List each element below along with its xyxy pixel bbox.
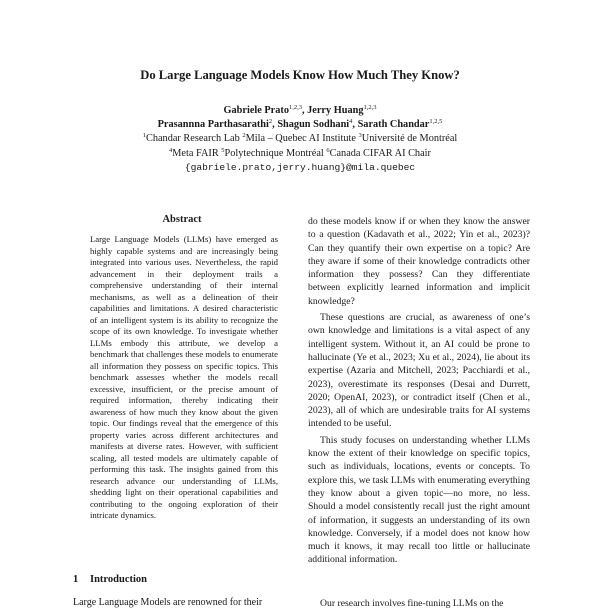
affiliation-superscript: 5	[221, 146, 225, 154]
body-paragraph-continuation: Our research involves fine-tuning LLMs on the	[320, 598, 504, 609]
affiliation: Mila – Quebec AI Institute	[245, 133, 359, 145]
section-number: 1	[73, 574, 79, 585]
affiliation-superscript: 3	[358, 132, 362, 140]
affiliation-line-1	[0, 132, 600, 146]
intro-first-line: Large Language Models are renowned for their	[73, 597, 263, 608]
author-superscript: 1,2,3	[363, 104, 377, 111]
section-title: Introduction	[90, 574, 147, 585]
affiliation-superscript: 4	[169, 146, 173, 154]
author-email[interactable]: {gabriele.prato,jerry.huang}@mila.quebec	[184, 161, 416, 173]
affiliation: Canada CIFAR AI Chair	[329, 147, 431, 159]
author-superscript: 1,2,5	[429, 118, 443, 126]
author-separator: ,	[352, 119, 358, 131]
author-superscript: 2	[268, 118, 273, 126]
author-separator: ,	[301, 105, 308, 116]
abstract-text: Large Language Models (LLMs) have emerged as highly capable systems and are increasingly being integrated into various uses. Nevertheless, the rapid advancement in their deployment trails a comprehensive understanding of their internal mechanisms, as well as a delineation of their capabilities and limitations. A desired characteristic of an intelligent system is its ability to recognize the scope of its own knowledge. To investigate whether LLMs embody this attribute, we develop a benchmark that challenges these models to enumerate all information they possess on specific topics. This benchmark assesses whether the models recall excessive, insufficient, or the precise amount of required information, thereby indicating their awareness of how much they know about the given topic. Our findings reveal that the emergence of this property varies across different architectures and manifests at diverse rates. However, with sufficient scaling, all tested models are ultimately capable of performing this task. The insights gained from this research advance our understanding of LLMs, shedding light on their operational capabilities and contributing to the ongoing exploration of their intricate dynamics.	[90, 234, 278, 520]
author-name: Prasannna Parthasarathi	[157, 119, 269, 131]
abstract-heading: Abstract	[162, 214, 202, 225]
affiliation: Chandar Research Lab	[145, 133, 243, 145]
author-separator: ,	[272, 119, 278, 131]
author-line-1	[0, 104, 600, 118]
affiliation-line-2	[0, 147, 600, 161]
affiliation: Polytechnique Montréal	[224, 147, 327, 159]
author-line-2	[0, 118, 600, 132]
body-paragraph: do these models know if or when they know the answer to a question (Kadavath et al., 2022; Yin et al., 2023)? Can they quantify their own expertise on a topic? Are they aware if some of their knowledge contradicts other information they possess? Can they differentiate between explicitly learned information and implicit knowledge?	[308, 216, 530, 307]
paper-title: Do Large Language Models Know How Much They Know?	[140, 68, 460, 82]
section-heading	[73, 574, 147, 585]
affiliation: Meta FAIR	[172, 147, 222, 159]
affiliation-superscript: 2	[242, 132, 246, 140]
author-block	[0, 104, 600, 175]
author-superscript: 1,2,3	[288, 104, 302, 111]
right-column	[308, 215, 530, 609]
author-name: Jerry Huang	[307, 105, 364, 116]
body-paragraph: This study focuses on understanding whether LLMs know the extent of their knowledge on specific topics, such as individuals, locations, events or concepts. To explore this, we task LLMs with enumerating everything they know about a given topic—no more, no less. Should a model consistently recall just the right amount of information, it suggests an understanding of its own knowledge. Conversely, if a model does not know how much it knows, it may recall too little or hallucinate additional information.	[308, 434, 530, 566]
affiliation: Université de Montréal	[361, 133, 458, 145]
author-name: Shagun Sodhani	[277, 119, 350, 131]
author-name: Sarath Chandar	[357, 119, 430, 131]
body-paragraph: These questions are crucial, as awareness of one’s own knowledge and limitations is a vital aspect of any intelligent system. Without it, an AI could be prone to hallucinate (Ye et al., 2023; Xu et al., 2024), lie about its expertise (Azaria and Mitchell, 2023; Pacchiardi et al., 2023), overestimate its responses (Desai and Durrett, 2020; OpenAI, 2023), or contradict itself (Chen et al., 2023), all of which are undesirable traits for AI systems intended to be useful.	[308, 312, 530, 430]
author-name: Gabriele Prato	[223, 105, 289, 116]
affiliation-superscript: 1	[142, 132, 146, 140]
author-superscript: 4	[349, 118, 353, 126]
affiliation-superscript: 6	[326, 146, 330, 154]
